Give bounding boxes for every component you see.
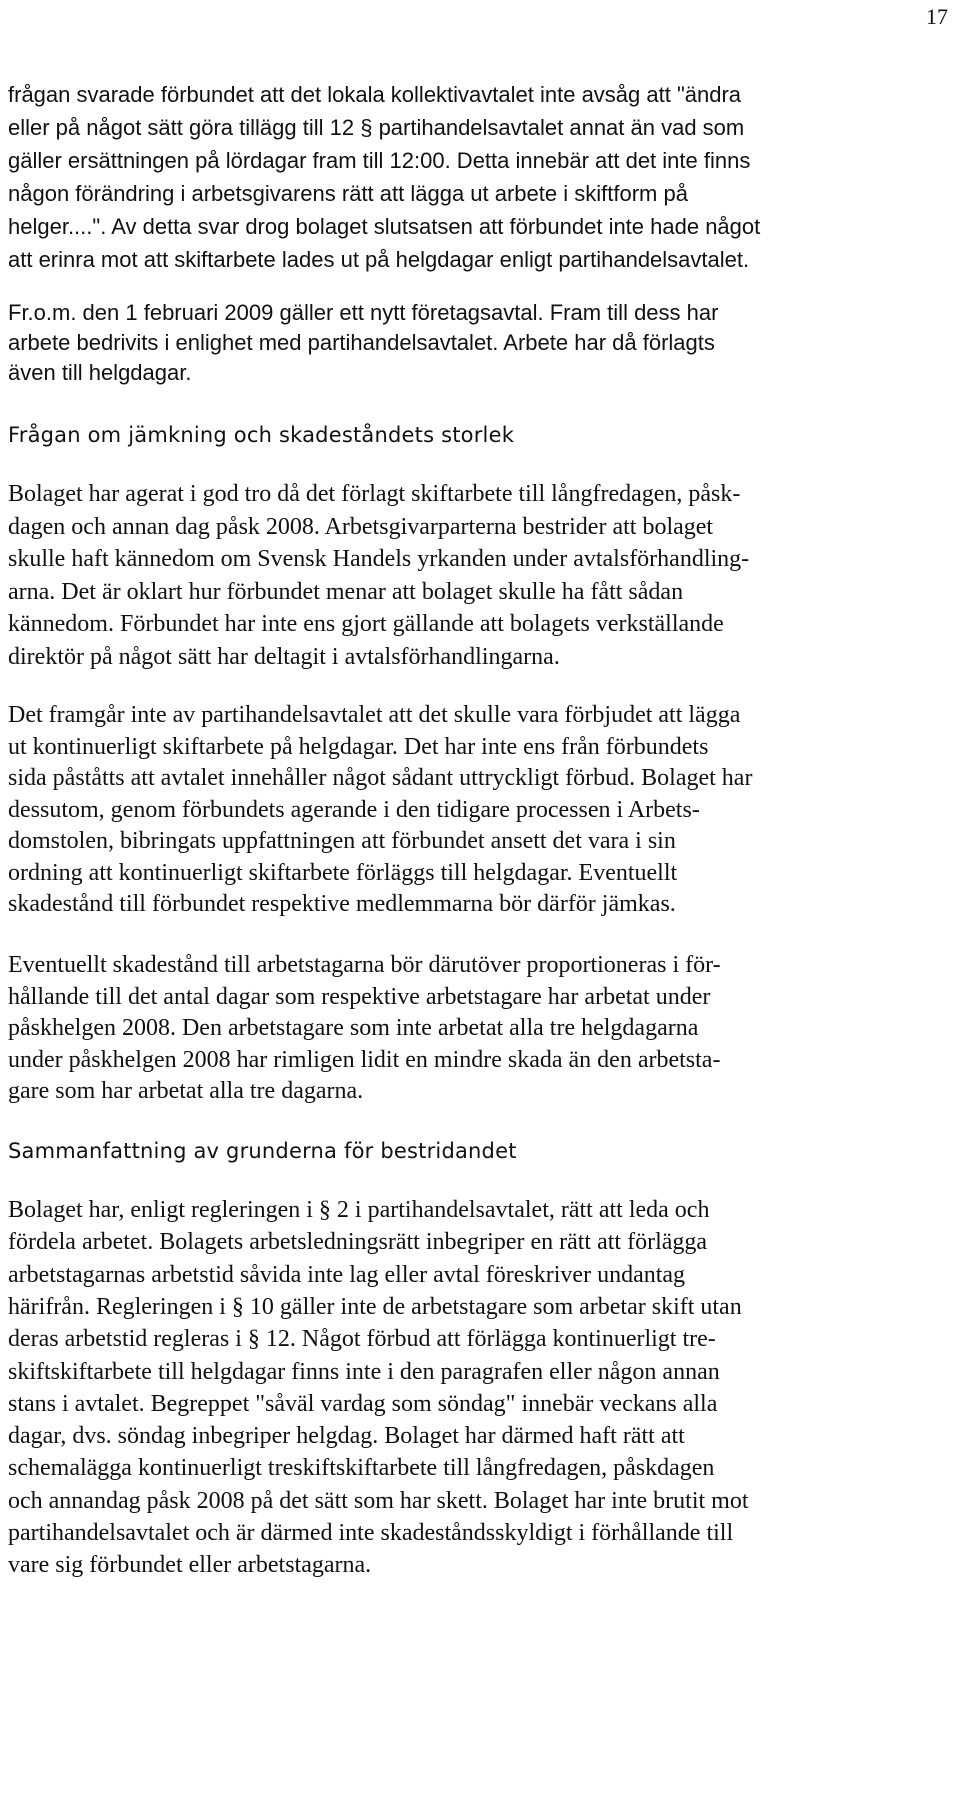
text-line: schemalägga kontinuerligt treskiftskiftarbete till långfredagen, påskdagen	[8, 1455, 715, 1482]
text-line: skadestånd till förbundet respektive medlemmarna bör därför jämkas.	[8, 891, 676, 917]
text-line: dagen och annan dag påsk 2008. Arbetsgivarparterna bestrider att bolaget	[8, 513, 714, 540]
text-line: Bolaget har, enligt regleringen i § 2 i partihandelsavtalet, rätt att leda och	[8, 1197, 710, 1223]
text-line: hållande till det antal dagar som respektive arbetstagare har arbetat under	[8, 983, 711, 1010]
text-line: fördela arbetet. Bolagets arbetsledningsrätt inbegriper en rätt att förlägga	[8, 1229, 708, 1256]
text-line: direktör på något sätt har deltagit i avtalsförhandlingarna.	[8, 643, 560, 670]
text-line: arna. Det är oklart hur förbundet menar att bolaget skulle ha fått sådan	[8, 578, 684, 605]
text-line: stans i avtalet. Begreppet "såväl vardag som söndag" innebär veckans alla	[8, 1390, 718, 1417]
page-number: 17	[926, 4, 948, 29]
text-line: gäller ersättningen på lördagar fram till 12:00. Detta innebär att det inte finns	[8, 148, 751, 173]
text-line: ut kontinuerligt skiftarbete på helgdagar. Det har inte ens från förbundets	[8, 733, 709, 760]
text-line: sida påståtts att avtalet innehåller något sådant uttryckligt förbud. Bolaget har	[8, 765, 753, 791]
text-line: vare sig förbundet eller arbetstagarna.	[8, 1552, 372, 1579]
text-line: att erinra mot att skiftarbete lades ut på helgdagar enligt partihandelsavtalet.	[8, 247, 750, 272]
text-line: dagar, dvs. söndag inbegriper helgdag. Bolaget har därmed haft rätt att	[8, 1423, 685, 1450]
text-line: arbetstagarnas arbetstid såvida inte lag eller avtal föreskriver undantag	[8, 1261, 686, 1288]
text-line: arbete bedrivits i enlighet med partihandelsavtalet. Arbete har då förlagts	[8, 330, 715, 355]
text-line: någon förändring i arbetsgivarens rätt att lägga ut arbete i skiftform på	[8, 181, 688, 206]
text-line: deras arbetstid regleras i § 12. Något förbud att förlägga kontinuerligt tre-	[8, 1326, 716, 1353]
text-line: partihandelsavtalet och är därmed inte skadeståndsskyldigt i förhållande till	[8, 1520, 734, 1546]
text-line: Fr.o.m. den 1 februari 2009 gäller ett nytt företagsavtal. Fram till dess har	[8, 300, 719, 325]
text-line: kännedom. Förbundet har inte ens gjort gällande att bolagets verkställande	[8, 611, 724, 637]
text-line: frågan svarade förbundet att det lokala kollektivavtalet inte avsåg att "ändra	[8, 82, 742, 107]
text-line: ordning att kontinuerligt skiftarbete förläggs till helgdagar. Eventuellt	[8, 859, 678, 886]
text-line: gare som har arbetat alla tre dagarna.	[8, 1078, 364, 1104]
text-line: påskhelgen 2008. Den arbetstagare som inte arbetat alla tre helgdagarna	[8, 1015, 699, 1041]
text-line: dessutom, genom förbundets agerande i den tidigare processen i Arbets-	[8, 796, 700, 823]
text-line: Bolaget har agerat i god tro då det förlagt skiftarbete till långfredagen, påsk-	[8, 481, 741, 507]
text-line: helger....". Av detta svar drog bolaget slutsatsen att förbundet inte hade något	[8, 214, 761, 239]
text-line: härifrån. Regleringen i § 10 gäller inte de arbetstagare som arbetar skift utan	[8, 1293, 742, 1320]
text-line: eller på något sätt göra tillägg till 12 § partihandelsavtalet annat än vad som	[8, 115, 745, 140]
text-line: även till helgdagar.	[8, 360, 192, 385]
text-line: Frågan om jämkning och skadeståndets storlek	[8, 423, 515, 447]
text-line: skiftskiftarbete till helgdagar finns inte i den paragrafen eller någon annan	[8, 1358, 720, 1385]
text-line: och annandag påsk 2008 på det sätt som har skett. Bolaget har inte brutit mot	[8, 1487, 749, 1514]
text-line: skulle haft kännedom om Svensk Handels yrkanden under avtalsförhandling-	[8, 546, 750, 572]
text-line: Det framgår inte av partihandelsavtalet att det skulle vara förbjudet att lägga	[8, 702, 741, 728]
text-line: Sammanfattning av grunderna för bestridandet	[8, 1139, 517, 1163]
text-line: domstolen, bibringats uppfattningen att förbundet ansett det vara i sin	[8, 828, 676, 854]
text-line: under påskhelgen 2008 har rimligen lidit en mindre skada än den arbetsta-	[8, 1046, 721, 1073]
text-line: Eventuellt skadestånd till arbetstagarna bör därutöver proportioneras i för-	[8, 952, 721, 978]
